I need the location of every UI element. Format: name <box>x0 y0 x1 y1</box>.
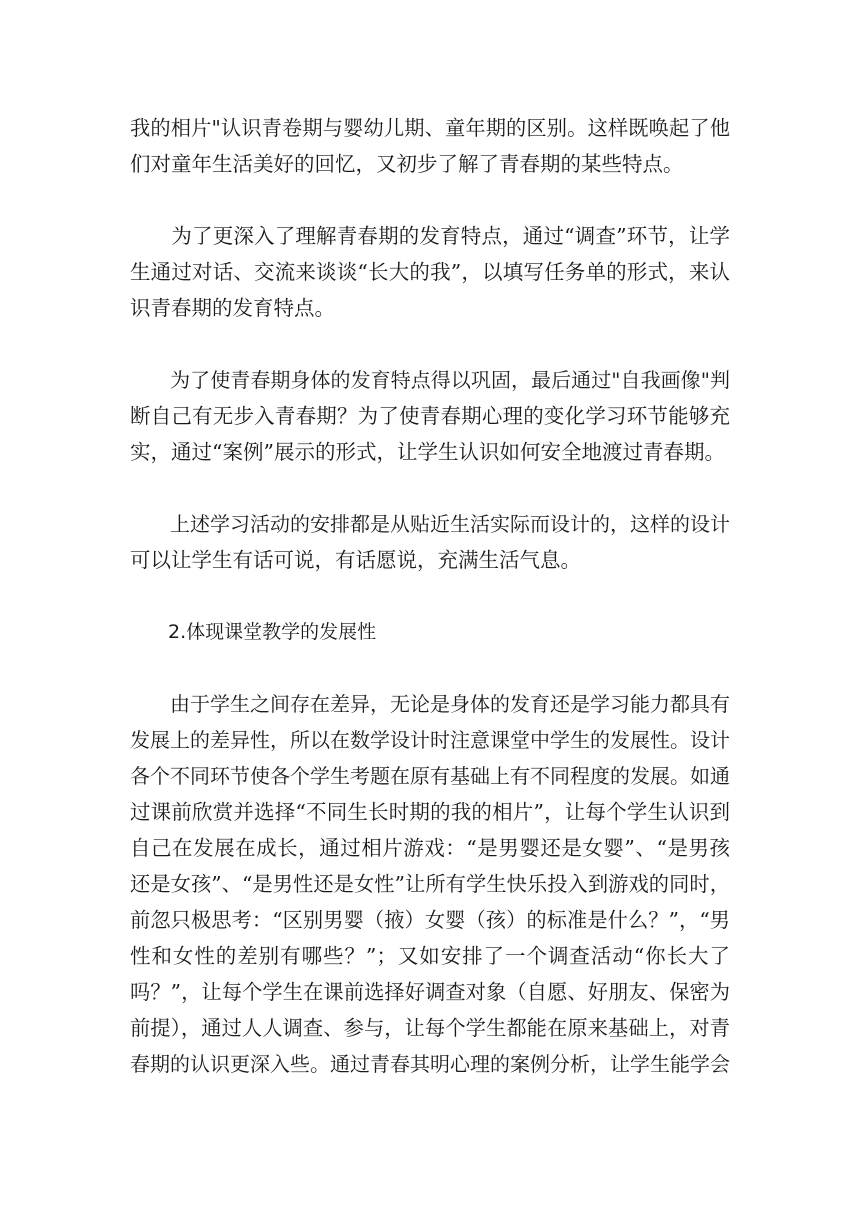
paragraph-summary <box>130 506 730 578</box>
text-line: 上述学习活动的安排都是从贴近生活实际而设计的，这样的设计 <box>130 512 730 536</box>
text-line: 过课前欣赏并选择“不同生长时期的我的相片”，让每个学生认识到 <box>130 800 730 824</box>
text-line: 为了使青春期身体的发育特点得以巩固，最后通过"自我画像"判 <box>130 368 730 392</box>
paragraph-gap <box>130 470 730 506</box>
text-line: 还是女孩”、“是男性还是女性”让所有学生快乐投入到游戏的同时， <box>130 872 730 896</box>
paragraph-gap <box>130 326 730 362</box>
paragraph-gap <box>130 578 730 614</box>
text-line: 各个不同环节使各个学生考题在原有基础上有不同程度的发展。如通 <box>130 764 730 788</box>
text-line: 可以让学生有话可说，有话愿说，充满生活气息。 <box>130 548 581 572</box>
section-heading: 2.体现课堂教学的发展性 <box>130 621 377 643</box>
text-line: 断自己有无步入青春期？为了使青春期心理的变化学习环节能够充 <box>130 404 730 428</box>
text-line: 识青春期的发育特点。 <box>130 296 335 320</box>
paragraph-gap <box>130 182 730 218</box>
text-line: 们对童年生活美好的回忆，又初步了解了青春期的某些特点。 <box>130 152 684 176</box>
document-body <box>130 110 730 1082</box>
text-line: 前提），通过人人调查、参与，让每个学生都能在原来基础上，对青 <box>130 1016 730 1040</box>
paragraph-survey <box>130 218 730 326</box>
text-line: 生通过对话、交流来谈谈“长大的我”，以填写任务单的形式，来认 <box>130 260 730 284</box>
text-line: 发展上的差异性，所以在数学设计时注意课堂中学生的发展性。设计 <box>130 728 730 752</box>
paragraph-intro-continuation <box>130 110 730 182</box>
text-line: 由于学生之间存在差异，无论是身体的发育还是学习能力都具有 <box>130 692 730 716</box>
text-line: 性和女性的差别有哪些？”；又如安排了一个调查活动“你长大了 <box>130 944 730 968</box>
text-line: 前忽只极思考：“区别男婴（掖）女婴（孩）的标准是什么？”，“男 <box>130 908 730 932</box>
paragraph-gap <box>130 650 730 686</box>
text-line: 实，通过“案例”展示的形式，让学生认识如何安全地渡过青春期。 <box>130 440 725 464</box>
text-line: 春期的认识更深入些。通过青春其明心理的案例分析，让学生能学会 <box>130 1052 730 1076</box>
section-heading-development <box>130 614 730 650</box>
paragraph-self-portrait <box>130 362 730 470</box>
text-line: 吗？”，让每个学生在课前选择好调查对象（自愿、好朋友、保密为 <box>130 980 730 1004</box>
text-line: 为了更深入了理解青春期的发育特点，通过“调查”环节，让学 <box>130 224 730 248</box>
text-line: 我的相片"认识青卷期与婴幼儿期、童年期的区别。这样既唤起了他 <box>130 116 730 140</box>
paragraph-development <box>130 686 730 1082</box>
text-line: 自己在发展在成长，通过相片游戏：“是男婴还是女婴”、“是男孩 <box>130 836 730 860</box>
